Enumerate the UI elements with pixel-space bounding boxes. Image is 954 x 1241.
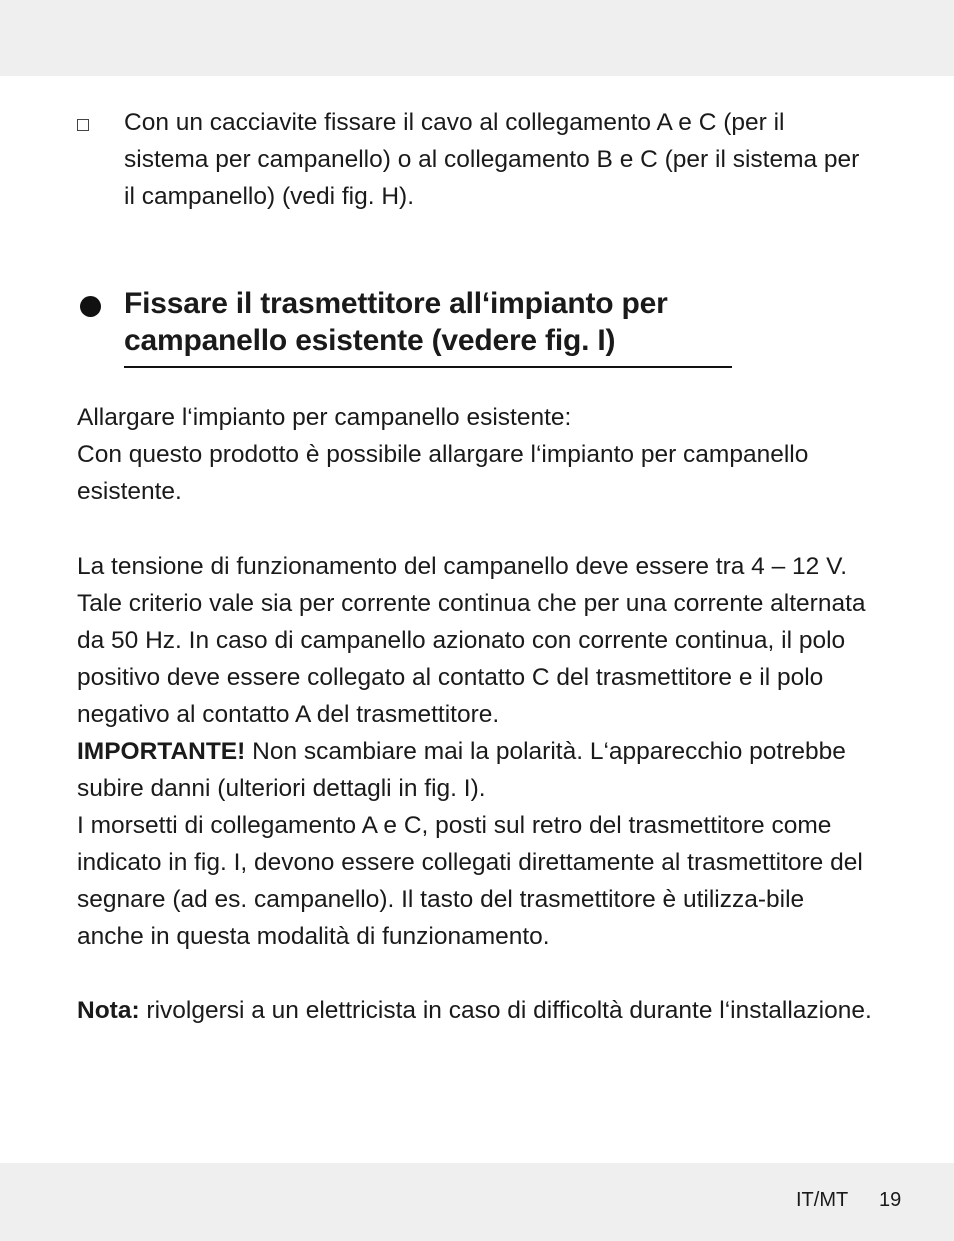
intro-line: Allargare l‘impianto per campanello esistente: [77,404,572,431]
note-label: Nota: [77,997,140,1024]
intro-text: Con questo prodotto è possibile allargare l‘impianto per campanello esistente. [77,441,809,505]
voltage-text: La tensione di funzionamento del campanello deve essere tra 4 – 12 V. Tale criterio vale sia per corrente continua che per una corrente alternata da 50 Hz. In caso di campanello azionato con corrente continua, il polo positivo deve essere collegato al contatto C del trasmettitore e il polo negativo al contatto A del trasmettitore. [77,553,866,728]
section-title-line-1: Fissare il trasmettitore all‘impianto per [124,287,668,320]
section-title-line-2: campanello esistente (vedere fig. I) [124,324,616,357]
header-band [0,0,954,76]
important-label: IMPORTANTE! [77,738,246,765]
intro-paragraph [77,399,877,510]
heading-underline [124,366,732,368]
note-text: rivolgersi a un elettricista in caso di difficoltà durante l‘installazione. [139,997,872,1024]
note-paragraph [77,992,877,1029]
important-text: Non scambiare mai la polarità. L‘apparecchio potrebbe subire danni (ulteriori dettagli in fig. I). [77,738,846,802]
section-title [124,285,864,359]
important-note [77,733,877,807]
page-number: 19 [879,1189,902,1211]
terminals-text: I morsetti di collegamento A e C, posti sul retro del trasmettitore come indicato in fig. I, devono essere collegati direttamente al trasmettitore del segnare (ad es. campanello). Il tasto del trasmettitore è utilizza-bile anche in questa modalità di funzionamento. [77,812,863,950]
details-paragraph [77,548,877,955]
footer-language: IT/MT [796,1189,849,1211]
checkbox-icon [77,119,89,131]
note [77,992,877,1029]
bullet-icon [80,296,101,317]
step-text: Con un cacciavite fissare il cavo al collegamento A e C (per il sistema per campanello) o al collegamento B e C (per il sistema per il campanello) (vedi fig. H). [124,109,860,210]
